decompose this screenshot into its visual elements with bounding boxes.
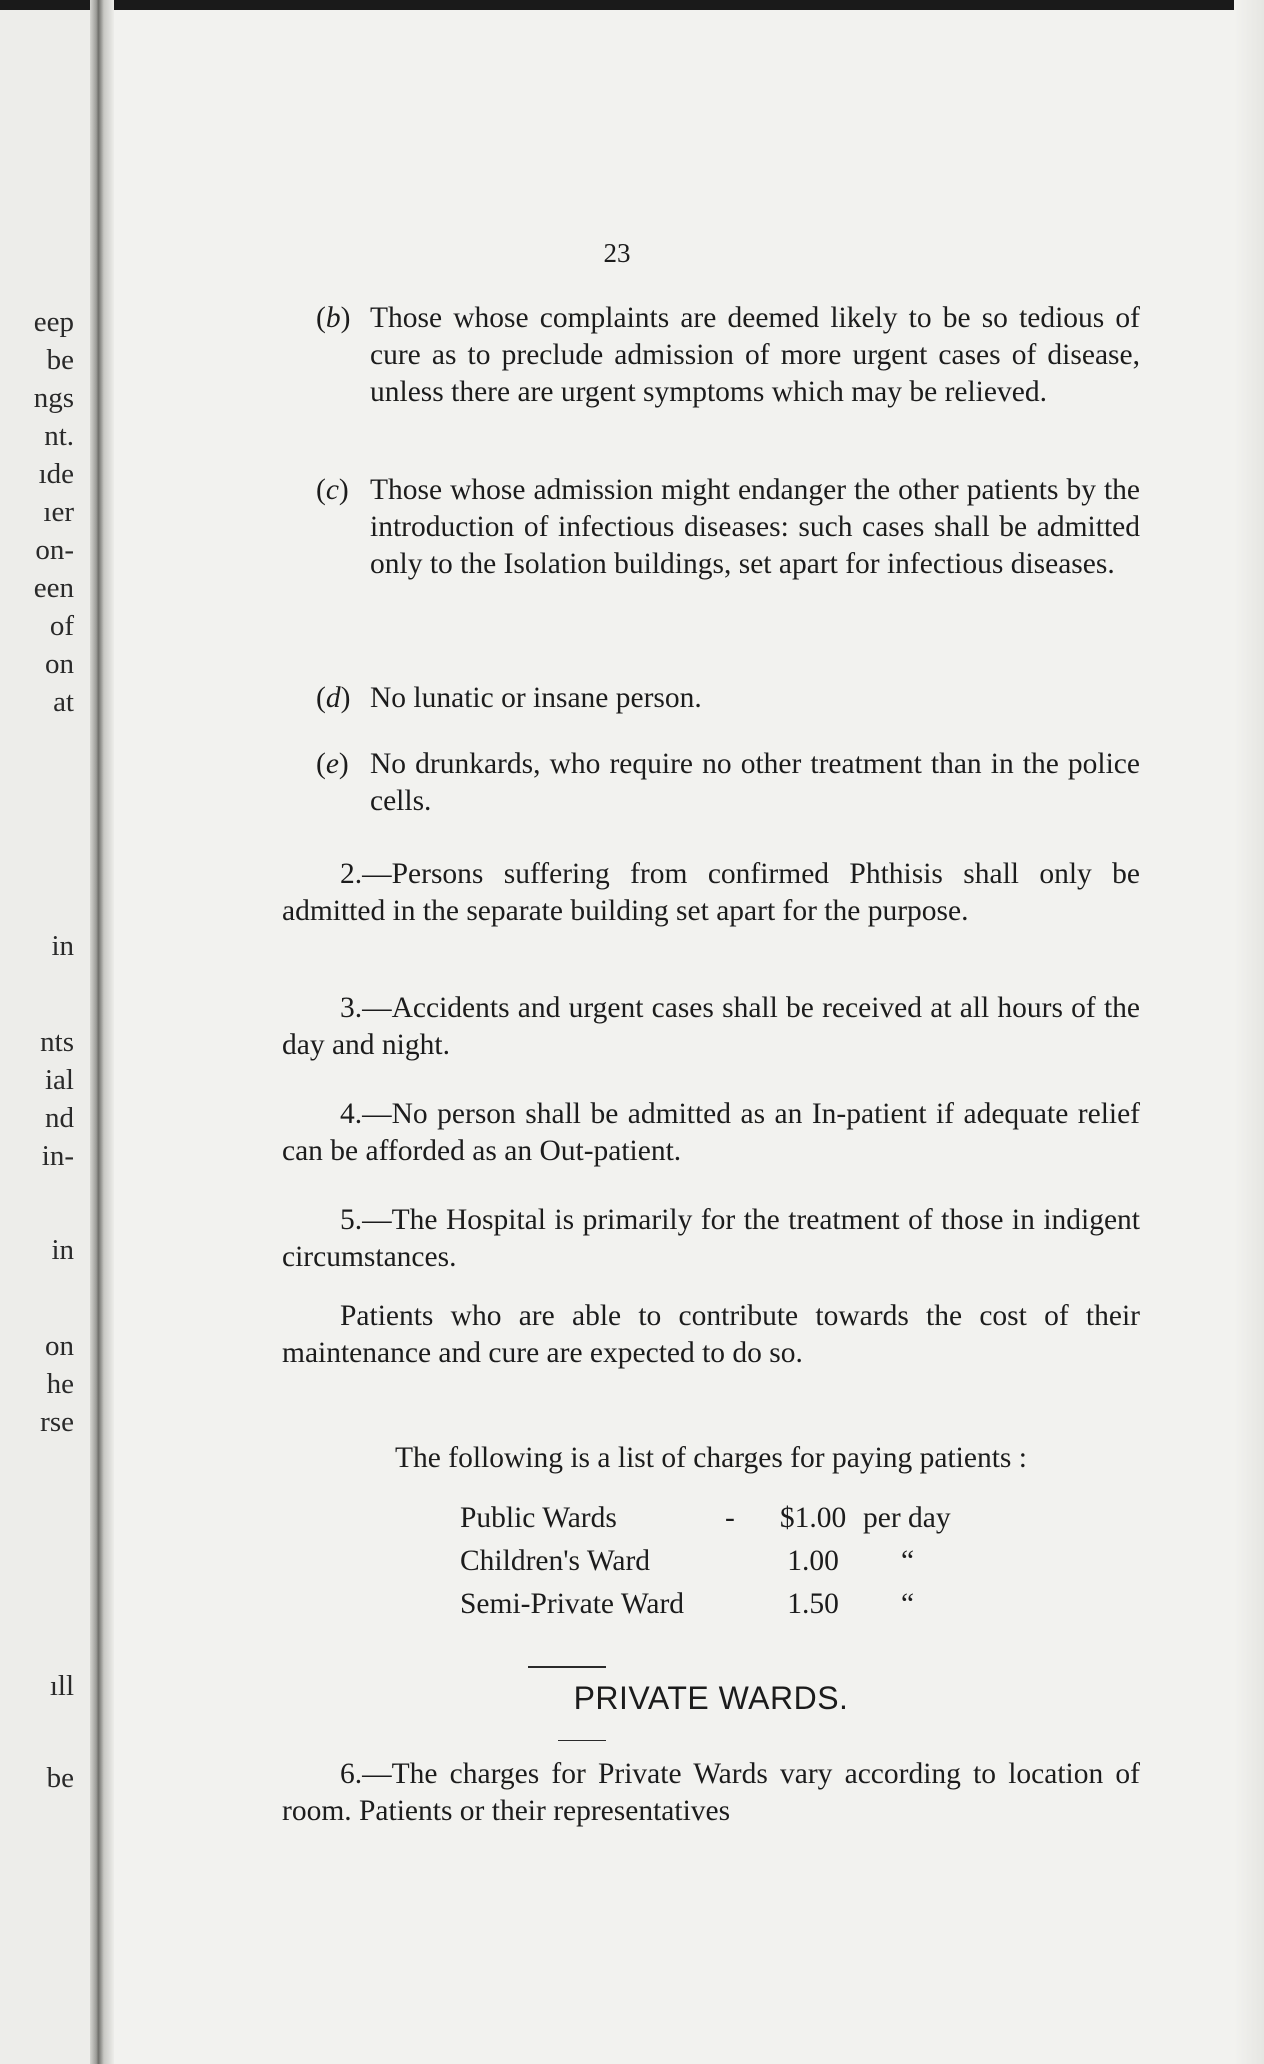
adjacent-page-fragment: nts bbox=[40, 1026, 74, 1058]
paragraph-3: 3.—Accidents and urgent cases shall be received at all hours of the day and night. bbox=[282, 992, 1140, 1061]
list-item-d bbox=[316, 680, 1140, 717]
adjacent-page-fragment: in- bbox=[41, 1140, 74, 1172]
table-row bbox=[460, 1540, 1041, 1583]
section-divider-rule bbox=[528, 1666, 606, 1668]
item-letter: b bbox=[325, 302, 341, 334]
adjacent-page-fragment: nt. bbox=[44, 420, 74, 452]
page-number: 23 bbox=[603, 238, 631, 268]
table-row bbox=[460, 1583, 1041, 1626]
adjacent-page-fragment: at bbox=[53, 686, 74, 718]
ward-name: Semi-Private Ward bbox=[460, 1588, 685, 1620]
item-letter: c bbox=[325, 474, 339, 506]
paragraph-5: 5.—The Hospital is primarily for the treatment of those in indigent circumstances. bbox=[282, 1204, 1140, 1273]
adjacent-page-fragment: rse bbox=[40, 1406, 74, 1438]
adjacent-page-fragment: on bbox=[45, 1330, 74, 1362]
table-row bbox=[460, 1497, 1041, 1540]
ward-price: 1.00 bbox=[787, 1545, 839, 1577]
spine-shadow bbox=[104, 0, 114, 2064]
ward-name: Public Wards bbox=[460, 1502, 617, 1534]
paragraph-4: 4.—No person shall be admitted as an In-patient if adequate relief can be afforded as an Out-patient. bbox=[282, 1098, 1140, 1167]
adjacent-page-fragment: in bbox=[51, 1234, 74, 1266]
page-right-edge bbox=[1234, 0, 1264, 2064]
ditto-mark: “ bbox=[901, 1545, 915, 1577]
item-letter: e bbox=[325, 748, 339, 780]
adjacent-page-fragment: be bbox=[46, 344, 74, 376]
adjacent-page-fragment: ıll bbox=[49, 1670, 74, 1702]
adjacent-page-fragment: ngs bbox=[33, 382, 74, 414]
paragraph-6: 6.—The charges for Private Wards vary according to location of room. Patients or their representatives bbox=[282, 1758, 1140, 1827]
charges-intro: The following is a list of charges for paying patients : bbox=[395, 1442, 1027, 1474]
item-text: No lunatic or insane person. bbox=[370, 682, 702, 714]
document-page bbox=[130, 0, 1230, 2064]
adjacent-page-fragment: ıde bbox=[38, 458, 74, 490]
section-heading: PRIVATE WARDS. bbox=[573, 1680, 849, 1716]
paragraph-2: 2.—Persons suffering from confirmed Phthisis shall only be admitted in the separate building set apart for the purpose. bbox=[282, 858, 1140, 927]
list-item-b bbox=[316, 300, 1140, 411]
list-item-e bbox=[316, 746, 1140, 820]
item-label: (b) bbox=[316, 302, 351, 334]
adjacent-page-fragment: eep bbox=[33, 306, 74, 338]
heading-underline-rule bbox=[558, 1740, 606, 1741]
paragraph-contribution: Patients who are able to contribute towards the cost of their maintenance and cure are expected to do so. bbox=[282, 1300, 1140, 1369]
ward-name: Children's Ward bbox=[460, 1545, 651, 1577]
price-unit: per day bbox=[863, 1502, 951, 1534]
item-label: (c) bbox=[316, 474, 349, 506]
charges-table bbox=[460, 1497, 1041, 1626]
ward-price: $1.00 bbox=[779, 1502, 847, 1534]
leader-dash: - bbox=[725, 1502, 735, 1534]
adjacent-page-fragment: ıer bbox=[43, 496, 74, 528]
list-item-c bbox=[316, 472, 1140, 583]
leader-dash bbox=[725, 1540, 773, 1583]
item-label: (d) bbox=[316, 682, 351, 714]
adjacent-page-fragment: in bbox=[51, 930, 74, 962]
ditto-mark: “ bbox=[901, 1588, 915, 1620]
book-spine bbox=[90, 0, 104, 2064]
item-letter: d bbox=[325, 682, 341, 714]
leader-dash bbox=[725, 1583, 773, 1626]
adjacent-page-fragment: be bbox=[46, 1762, 74, 1794]
item-label: (e) bbox=[316, 748, 349, 780]
adjacent-page-fragment: nd bbox=[45, 1102, 74, 1134]
ward-price: 1.50 bbox=[787, 1588, 839, 1620]
adjacent-page-fragment: he bbox=[46, 1368, 74, 1400]
item-text: Those whose admission might endanger the other patients by the introduction of infectious diseases: such cases shall be admitted only to the Isolation buildings, set apart for infectious diseases. bbox=[370, 474, 1140, 580]
adjacent-page-fragment: ial bbox=[45, 1064, 74, 1096]
adjacent-page-fragment: of bbox=[49, 610, 74, 642]
adjacent-page-fragment: een bbox=[33, 572, 74, 604]
item-text: No drunkards, who require no other treatment than in the police cells. bbox=[370, 748, 1140, 817]
item-text: Those whose complaints are deemed likely to be so tedious of cure as to preclude admission of more urgent cases of disease, unless there are urgent symptoms which may be relieved. bbox=[370, 302, 1140, 408]
adjacent-page-fragment: on- bbox=[35, 534, 74, 566]
adjacent-page-fragment: on bbox=[45, 648, 74, 680]
